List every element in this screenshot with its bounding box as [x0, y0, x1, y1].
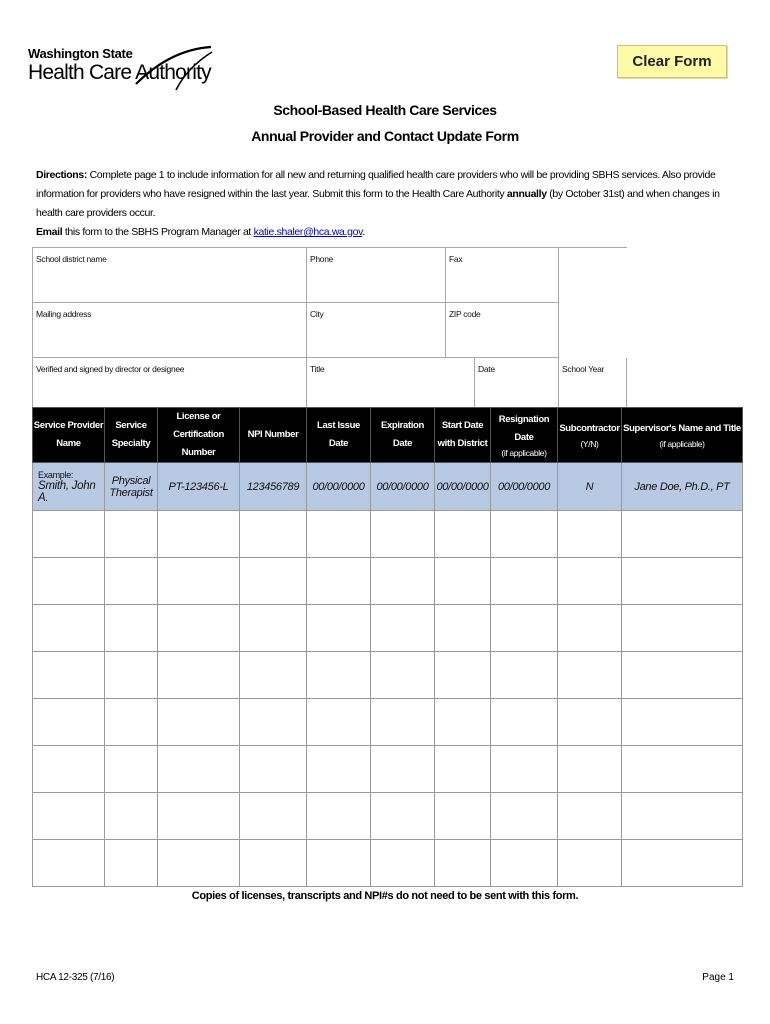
- provider-table: [32, 407, 743, 887]
- col-header-start-date: Start Date with District: [435, 408, 491, 463]
- col-header-supervisor: Supervisor's Name and Title (if applicable): [622, 408, 743, 463]
- input-cell[interactable]: [558, 840, 622, 887]
- col-header-provider-name: Service Provider Name: [33, 408, 105, 463]
- input-cell[interactable]: [435, 746, 491, 793]
- hca-logo: [28, 44, 211, 94]
- clear-form-button[interactable]: Clear Form: [617, 45, 727, 78]
- table-row: [33, 699, 743, 746]
- input-cell[interactable]: [158, 511, 240, 558]
- input-cell[interactable]: [371, 558, 435, 605]
- footnote: Copies of licenses, transcripts and NPI#s do not need to be sent with this form.: [191, 890, 579, 902]
- input-cell[interactable]: [33, 699, 105, 746]
- example-expiration: 00/00/0000: [371, 463, 435, 511]
- input-cell[interactable]: [240, 511, 307, 558]
- fax-field[interactable]: [446, 248, 559, 303]
- logo-line1: Washington State: [28, 46, 133, 61]
- input-cell[interactable]: [491, 511, 558, 558]
- input-cell[interactable]: [240, 840, 307, 887]
- input-cell[interactable]: [622, 558, 743, 605]
- directions-text1: Complete page 1 to include information for all new and returning qualified health care providers who will be providing SBHS services. Also provide information for providers who have resigned within the last year. Submit this form to the Health Care Authority: [36, 169, 716, 200]
- verified-signed-field[interactable]: [33, 358, 307, 408]
- form-number: HCA 12-325 (7/16): [36, 972, 115, 983]
- input-cell[interactable]: [158, 652, 240, 699]
- mailing-address-field[interactable]: [33, 303, 307, 358]
- input-cell[interactable]: [33, 652, 105, 699]
- col-header-expiration: Expiration Date: [371, 408, 435, 463]
- table-row: [33, 605, 743, 652]
- title-field[interactable]: [307, 358, 475, 408]
- input-cell[interactable]: [371, 793, 435, 840]
- city-label: City: [310, 309, 324, 319]
- input-cell[interactable]: [491, 558, 558, 605]
- input-cell[interactable]: [558, 558, 622, 605]
- col-header-last-issue: Last Issue Date: [307, 408, 371, 463]
- example-provider-name: [33, 463, 105, 511]
- input-cell[interactable]: [240, 558, 307, 605]
- example-supervisor: Jane Doe, Ph.D., PT: [622, 463, 743, 511]
- input-cell[interactable]: [558, 511, 622, 558]
- directions-annually: annually: [506, 188, 547, 200]
- table-row: [33, 652, 743, 699]
- form-title: School-Based Health Care Services: [273, 102, 497, 118]
- col-header-resignation: Resignation Date (if applicable): [491, 408, 558, 463]
- input-cell[interactable]: [435, 840, 491, 887]
- input-cell[interactable]: [371, 652, 435, 699]
- email-link[interactable]: katie.shaler@hca.wa.gov: [253, 226, 363, 238]
- logo-swoosh-icon: [116, 44, 216, 94]
- input-cell[interactable]: [435, 511, 491, 558]
- directions-text4: .: [362, 226, 365, 238]
- input-cell[interactable]: [491, 793, 558, 840]
- table-row: [33, 793, 743, 840]
- input-cell[interactable]: [307, 840, 371, 887]
- col-header-specialty: Service Specialty: [105, 408, 158, 463]
- input-cell[interactable]: [105, 793, 158, 840]
- title-label: Title: [310, 364, 325, 374]
- input-cell[interactable]: [622, 699, 743, 746]
- input-cell[interactable]: [158, 793, 240, 840]
- example-license: PT-123456-L: [158, 463, 240, 511]
- example-name: Smith, John A.: [38, 479, 96, 504]
- input-cell[interactable]: [558, 793, 622, 840]
- directions-text: [36, 166, 736, 242]
- phone-field[interactable]: [307, 248, 446, 303]
- input-cell[interactable]: [158, 605, 240, 652]
- school-year-label: School Year: [562, 364, 605, 374]
- school-year-field[interactable]: [559, 358, 627, 408]
- input-cell[interactable]: [558, 652, 622, 699]
- input-cell[interactable]: [622, 840, 743, 887]
- verified-signed-label: Verified and signed by director or designee: [36, 364, 185, 374]
- input-cell[interactable]: [622, 605, 743, 652]
- col-header-subcontractor: Subcontractor (Y/N): [558, 408, 622, 463]
- example-resignation: 00/00/0000: [491, 463, 558, 511]
- table-row: [33, 840, 743, 887]
- input-cell[interactable]: [105, 699, 158, 746]
- date-label: Date: [478, 364, 495, 374]
- input-cell[interactable]: [240, 699, 307, 746]
- input-cell[interactable]: [105, 652, 158, 699]
- table-row: [33, 746, 743, 793]
- input-cell[interactable]: [105, 605, 158, 652]
- page-number: Page 1: [702, 972, 734, 983]
- input-cell[interactable]: [371, 746, 435, 793]
- input-cell[interactable]: [622, 652, 743, 699]
- input-cell[interactable]: [105, 511, 158, 558]
- input-cell[interactable]: [558, 605, 622, 652]
- col-header-npi: NPI Number: [240, 408, 307, 463]
- zip-label: ZIP code: [449, 309, 481, 319]
- directions-text3: this form to the SBHS Program Manager at: [62, 226, 254, 238]
- city-field[interactable]: [307, 303, 446, 358]
- table-header-row: [33, 408, 743, 463]
- input-cell[interactable]: [105, 840, 158, 887]
- example-row: [33, 463, 743, 511]
- directions-email-label: Email: [36, 226, 63, 238]
- input-cell[interactable]: [371, 840, 435, 887]
- directions-label: Directions:: [36, 169, 87, 181]
- input-cell[interactable]: [435, 652, 491, 699]
- input-cell[interactable]: [307, 558, 371, 605]
- input-cell[interactable]: [33, 793, 105, 840]
- input-cell[interactable]: [558, 699, 622, 746]
- input-cell[interactable]: [307, 605, 371, 652]
- input-cell[interactable]: [371, 511, 435, 558]
- col-header-license: License or Certification Number: [158, 408, 240, 463]
- input-cell[interactable]: [371, 699, 435, 746]
- example-label: Example:: [38, 469, 74, 480]
- input-cell[interactable]: [435, 793, 491, 840]
- input-cell[interactable]: [158, 558, 240, 605]
- input-cell[interactable]: [33, 558, 105, 605]
- input-cell[interactable]: [105, 746, 158, 793]
- example-npi: 123456789: [240, 463, 307, 511]
- input-cell[interactable]: [622, 793, 743, 840]
- school-district-field[interactable]: [33, 248, 307, 303]
- input-cell[interactable]: [240, 605, 307, 652]
- mailing-address-label: Mailing address: [36, 309, 92, 319]
- input-cell[interactable]: [307, 652, 371, 699]
- input-cell[interactable]: [491, 746, 558, 793]
- input-cell[interactable]: [307, 699, 371, 746]
- form-subtitle: Annual Provider and Contact Update Form: [251, 128, 519, 144]
- input-cell[interactable]: [158, 699, 240, 746]
- input-cell[interactable]: [240, 652, 307, 699]
- input-cell[interactable]: [435, 699, 491, 746]
- input-cell[interactable]: [158, 746, 240, 793]
- directions-text2: (by October 31st) and when changes in health care providers occur.: [36, 188, 720, 219]
- school-district-label: School district name: [36, 254, 107, 264]
- contact-info-grid: [32, 247, 627, 408]
- fax-label: Fax: [449, 254, 463, 264]
- input-cell[interactable]: [558, 746, 622, 793]
- input-cell[interactable]: [435, 558, 491, 605]
- input-cell[interactable]: [307, 746, 371, 793]
- input-cell[interactable]: [105, 558, 158, 605]
- input-cell[interactable]: [622, 511, 743, 558]
- input-cell[interactable]: [491, 840, 558, 887]
- input-cell[interactable]: [33, 511, 105, 558]
- input-cell[interactable]: [491, 699, 558, 746]
- zip-field[interactable]: [446, 303, 559, 358]
- input-cell[interactable]: [435, 605, 491, 652]
- phone-label: Phone: [310, 254, 334, 264]
- input-cell[interactable]: [158, 840, 240, 887]
- logo-line2: Health Care Authority: [28, 61, 211, 84]
- input-cell[interactable]: [491, 605, 558, 652]
- example-last-issue: 00/00/0000: [307, 463, 371, 511]
- input-cell[interactable]: [240, 746, 307, 793]
- input-cell[interactable]: [240, 793, 307, 840]
- input-cell[interactable]: [33, 746, 105, 793]
- input-cell[interactable]: [491, 652, 558, 699]
- example-start: 00/00/0000: [435, 463, 491, 511]
- example-specialty: Physical Therapist: [105, 463, 158, 511]
- input-cell[interactable]: [33, 840, 105, 887]
- input-cell[interactable]: [622, 746, 743, 793]
- example-subcontractor: N: [558, 463, 622, 511]
- input-cell[interactable]: [307, 511, 371, 558]
- input-cell[interactable]: [33, 605, 105, 652]
- input-cell[interactable]: [307, 793, 371, 840]
- date-field[interactable]: [475, 358, 559, 408]
- table-row: [33, 558, 743, 605]
- input-cell[interactable]: [371, 605, 435, 652]
- table-row: [33, 511, 743, 558]
